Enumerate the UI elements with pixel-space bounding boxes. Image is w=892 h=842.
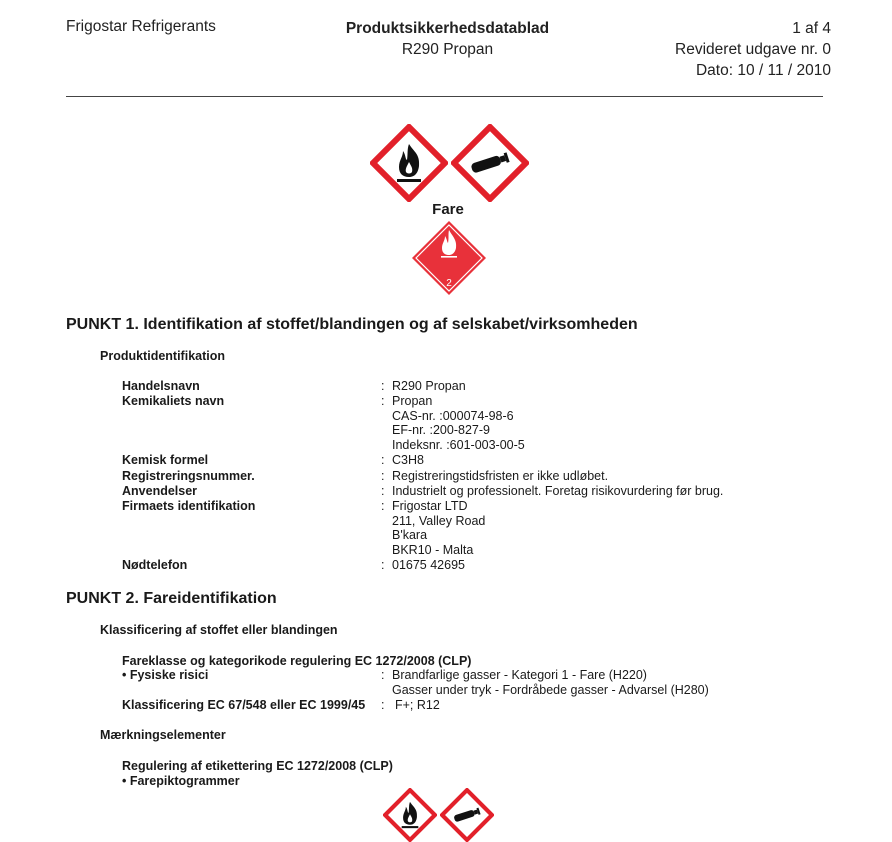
row-label: Nødtelefon	[122, 558, 188, 572]
colon: :	[381, 453, 385, 467]
colon: :	[381, 499, 385, 513]
old-classification-value: F+; R12	[395, 698, 440, 712]
row-value: Indeksnr. :601-003-00-5	[392, 438, 525, 453]
old-classification-label: Klassificering EC 67/548 eller EC 1999/45	[122, 698, 366, 712]
row-value: C3H8	[392, 453, 424, 467]
row-value: BKR10 - Malta	[392, 543, 474, 558]
physical-hazard-value: Brandfarlige gasser - Kategori 1 - Fare (H220)	[392, 668, 647, 682]
physical-hazards-label: • Fysiske risici	[122, 668, 209, 682]
row-label: Registreringsnummer.	[122, 469, 255, 483]
row-label: Anvendelser	[122, 484, 198, 498]
row-value: Industrielt og professionelt. Foretag risikovurdering før brug.	[392, 484, 724, 498]
page-number: 1 af 4	[792, 20, 831, 37]
row-value: Propan	[392, 394, 433, 408]
colon: :	[381, 394, 385, 408]
physical-hazard-value: Gasser under tryk - Fordråbede gasser - Advarsel (H280)	[392, 682, 709, 697]
row-value: B'kara	[392, 528, 428, 543]
row-value: R290 Propan	[392, 379, 466, 393]
company-name: Frigostar Refrigerants	[66, 18, 216, 35]
document-title: Produktsikkerhedsdatablad	[345, 20, 550, 37]
gas-cylinder-pictogram-icon	[451, 124, 529, 202]
colon: :	[381, 469, 385, 483]
gas-cylinder-pictogram-icon	[440, 788, 494, 842]
hazard-pictograms-label: • Farepiktogrammer	[122, 774, 240, 788]
colon: :	[381, 558, 385, 572]
section-2-title: PUNKT 2. Fareidentifikation	[66, 590, 277, 607]
row-label: Handelsnavn	[122, 379, 200, 393]
flame-pictogram-icon	[383, 788, 437, 842]
row-value: 01675 42695	[392, 558, 465, 572]
row-value: Registreringstidsfristen er ikke udløbet.	[392, 469, 609, 483]
row-value: CAS-nr. :000074-98-6	[392, 408, 514, 423]
row-value: 211, Valley Road	[392, 513, 486, 528]
row-value: EF-nr. :200-827-9	[392, 423, 490, 438]
colon: :	[381, 484, 385, 498]
row-label: Kemikaliets navn	[122, 394, 225, 408]
signal-word: Fare	[432, 201, 464, 218]
row-label: Firmaets identifikation	[122, 499, 256, 513]
revision: Revideret udgave nr. 0	[675, 41, 831, 58]
section-1-title: PUNKT 1. Identifikation af stoffet/blandingen og af selskabet/virksomheden	[66, 316, 638, 333]
colon: :	[381, 698, 385, 712]
clp-labelling-heading: Regulering af etikettering EC 1272/2008 (CLP)	[122, 759, 393, 773]
product-name: R290 Propan	[401, 41, 494, 58]
document-header-right	[675, 18, 831, 81]
row-label: Kemisk formel	[122, 453, 209, 467]
colon: :	[381, 668, 385, 682]
flammable-gas-transport-label-icon	[411, 220, 487, 296]
document-date: Dato: 10 / 11 / 2010	[695, 62, 831, 79]
row-value: Frigostar LTD	[392, 499, 468, 513]
svg-text:2: 2	[446, 278, 452, 289]
document-header-center	[320, 18, 575, 60]
labelling-elements-heading: Mærkningselementer	[100, 728, 226, 742]
flame-pictogram-icon	[370, 124, 448, 202]
classification-heading: Klassificering af stoffet eller blandingen	[100, 623, 338, 637]
product-identification-heading: Produktidentifikation	[100, 349, 225, 363]
header-divider	[66, 96, 823, 97]
clp-classification-heading: Fareklasse og kategorikode regulering EC 1272/2008 (CLP)	[122, 654, 472, 668]
colon: :	[381, 379, 385, 393]
